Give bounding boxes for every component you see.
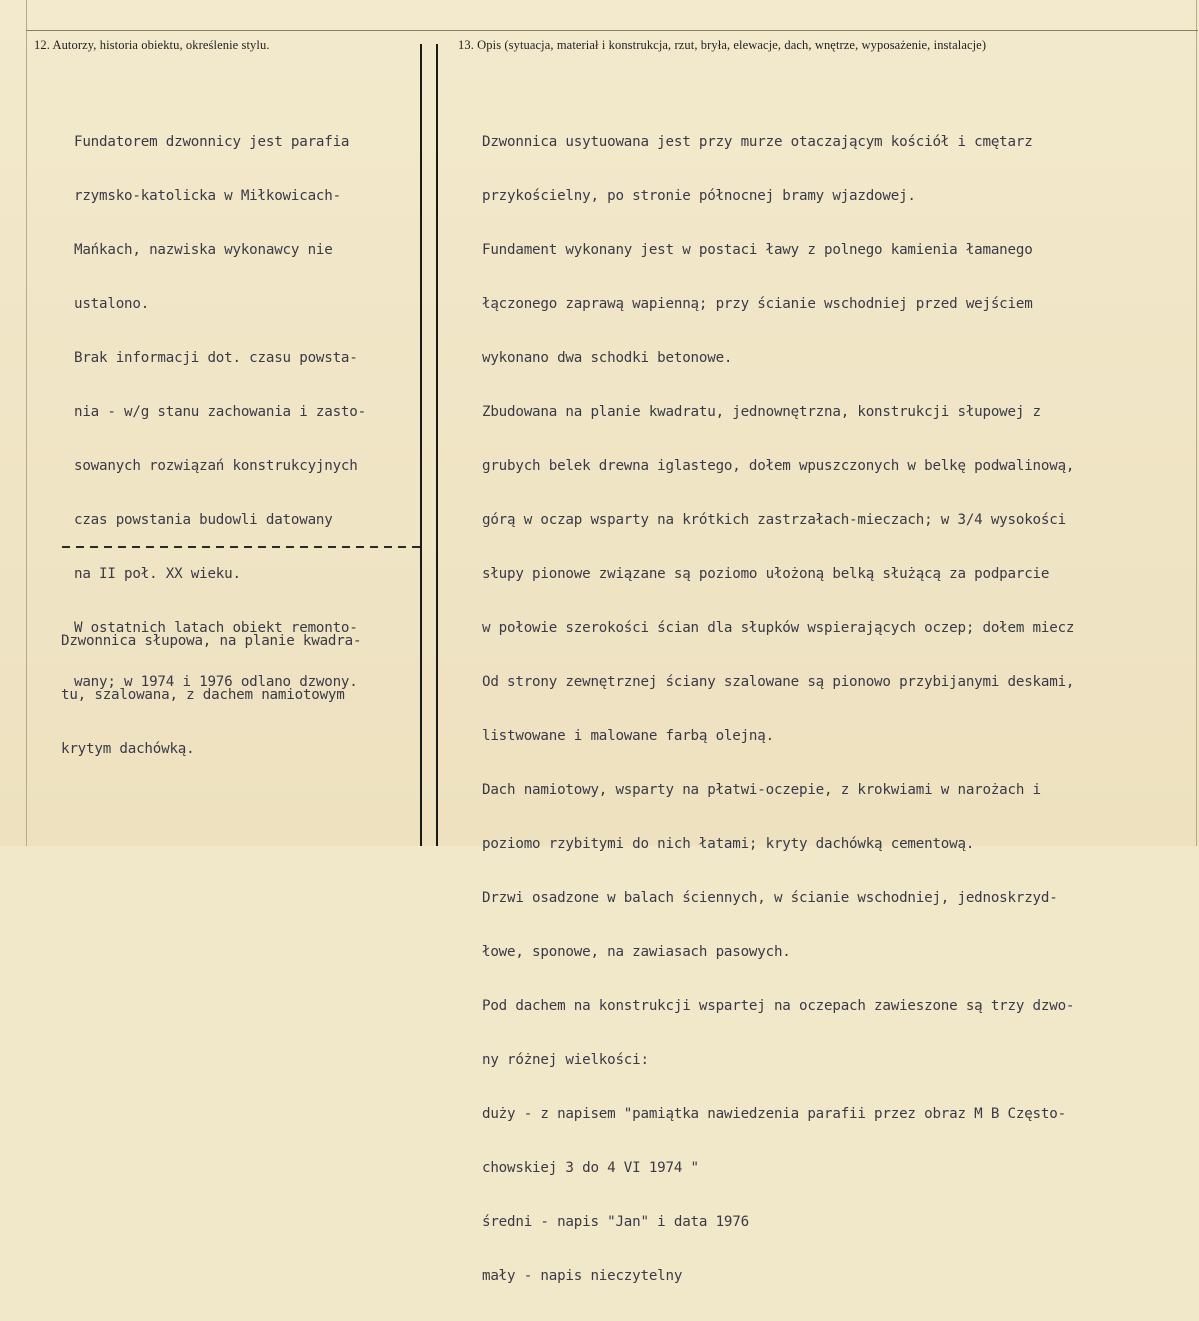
text-line: łączonego zaprawą wapienną; przy ścianie wschodniej przed wejściem xyxy=(482,296,1033,312)
text-line: łowe, sponowe, na zawiasach pasowych. xyxy=(482,944,791,960)
text-line: rzymsko-katolicka w Miłkowicach- xyxy=(74,188,341,204)
text-line: mały - napis nieczytelny xyxy=(482,1268,683,1284)
text-line: duży - z napisem "pamiątka nawiedzenia parafii przez obraz M B Często- xyxy=(482,1106,1066,1122)
text-line: chowskiej 3 do 4 VI 1974 " xyxy=(482,1160,699,1176)
summary-text-block xyxy=(61,596,361,794)
text-line: krytym dachówką. xyxy=(61,741,195,757)
text-line: ustalono. xyxy=(74,296,150,312)
text-line: Od strony zewnętrznej ściany szalowane są pionowo przybijanymi deskami, xyxy=(482,674,1075,690)
text-line: Zbudowana na planie kwadratu, jednownętrzna, konstrukcji słupowej z xyxy=(482,404,1041,420)
text-line: listwowane i malowane farbą olejną. xyxy=(482,728,774,744)
text-line: sowanych rozwiązań konstrukcyjnych xyxy=(74,458,358,474)
text-line: w połowie szerokości ścian dla słupków wspierających oczep; dołem miecz xyxy=(482,620,1075,636)
text-line: Mańkach, nazwiska wykonawcy nie xyxy=(74,242,333,258)
text-line: Drzwi osadzone w balach ściennych, w ścianie wschodniej, jednoskrzyd- xyxy=(482,890,1058,906)
dashed-separator xyxy=(62,546,420,548)
text-line: Pod dachem na konstrukcji wspartej na oczepach zawieszone są trzy dzwo- xyxy=(482,998,1075,1014)
text-line: wany; w 1974 i 1976 odlano dzwony. xyxy=(74,674,358,690)
right-border-line xyxy=(1196,0,1197,846)
text-line: Fundament wykonany jest w postaci ławy z polnego kamienia łamanego xyxy=(482,242,1033,258)
description-text-block xyxy=(482,97,1074,1321)
text-line: Dzwonnica usytuowana jest przy murze otaczającym kościół i cmętarz xyxy=(482,134,1033,150)
text-line: wykonano dwa schodki betonowe. xyxy=(482,350,733,366)
left-border-line xyxy=(26,0,27,846)
text-line: ny różnej wielkości: xyxy=(482,1052,649,1068)
text-line: Dzwonnica słupowa, na planie kwadra- xyxy=(61,633,362,649)
text-line: Dach namiotowy, wsparty na płatwi-oczepie, z krokwiami w narożach i xyxy=(482,782,1041,798)
text-line: górą w oczap wsparty na krótkich zastrzałach-mieczach; w 3/4 wysokości xyxy=(482,512,1066,528)
column-divider-right xyxy=(436,44,438,846)
text-line: W ostatnich latach obiekt remonto- xyxy=(74,620,358,636)
text-line: tu, szalowana, z dachem namiotowym xyxy=(61,687,345,703)
text-line: Fundatorem dzwonnicy jest parafia xyxy=(74,134,350,150)
section-12-header: 12. Autorzy, historia obiektu, określenie stylu. xyxy=(34,38,270,52)
text-line: Brak informacji dot. czasu powsta- xyxy=(74,350,358,366)
text-line: grubych belek drewna iglastego, dołem wpuszczonych w belkę podwalinową, xyxy=(482,458,1075,474)
text-line: średni - napis "Jan" i data 1976 xyxy=(482,1214,749,1230)
section-13-header: 13. Opis (sytuacja, materiał i konstrukcja, rzut, bryła, elewacje, dach, wnętrze, wyposażenie, instalacje) xyxy=(458,38,987,52)
top-rule-line xyxy=(26,30,1198,31)
text-line: czas powstania budowli datowany xyxy=(74,512,333,528)
column-divider-left xyxy=(420,44,422,846)
text-line: na II poł. XX wieku. xyxy=(74,566,241,582)
text-line: poziomo rzybitymi do nich łatami; kryty dachówką cementową. xyxy=(482,836,975,852)
text-line: nia - w/g stanu zachowania i zasto- xyxy=(74,404,366,420)
text-line: słupy pionowe związane są poziomo ułożoną belką służącą za podparcie xyxy=(482,566,1050,582)
text-line: przykościelny, po stronie północnej bramy wjazdowej. xyxy=(482,188,916,204)
